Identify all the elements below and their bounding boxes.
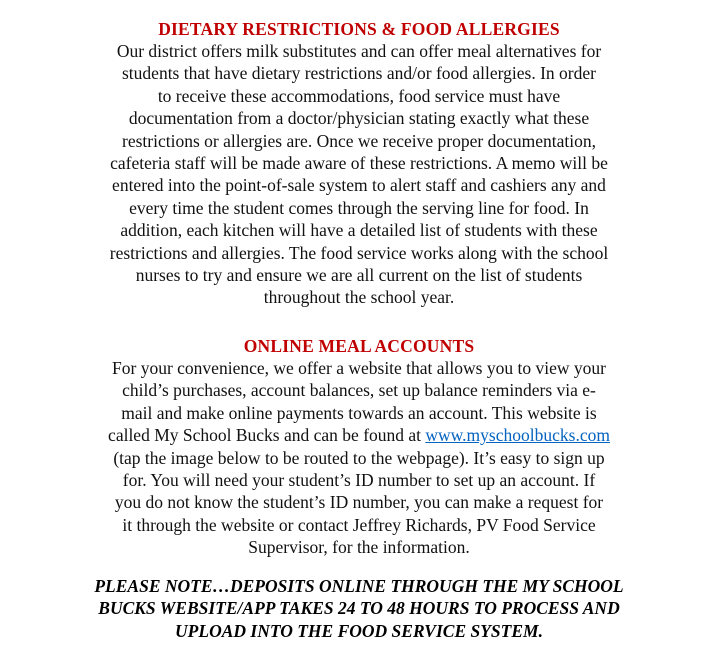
online-accounts-paragraph [44,357,674,559]
online-link-line [44,424,674,446]
dietary-paragraph [44,40,674,309]
dietary-line: cafeteria staff will be made aware of these restrictions. A memo will be [110,153,608,174]
online-accounts-section [44,335,674,559]
dietary-line: restrictions and allergies. The food service works along with the school [109,242,609,263]
online-line: Supervisor, for the information. [248,537,470,558]
dietary-line: throughout the school year. [263,287,455,308]
online-line: you do not know the student’s ID number, you can make a request for [114,492,604,513]
dietary-line: documentation from a doctor/physician stating exactly what these [128,108,590,129]
online-line: For your convenience, we offer a website that allows you to view your [112,358,606,378]
deposit-note [44,575,674,642]
note-line: PLEASE NOTE…DEPOSITS ONLINE THROUGH THE MY SCHOOL [94,576,624,596]
note-line: UPLOAD INTO THE FOOD SERVICE SYSTEM. [175,620,543,641]
dietary-line: to receive these accommodations, food service must have [157,85,561,106]
dietary-line: nurses to try and ensure we are all current on the list of students [135,265,583,286]
dietary-line: restrictions or allergies are. Once we receive proper documentation, [122,130,596,151]
online-line: for. You will need your student’s ID number to set up an account. If [122,470,596,491]
online-line: child’s purchases, account balances, set up balance reminders via e- [122,380,596,401]
online-line: (tap the image below to be routed to the webpage). It’s easy to sign up [113,447,605,468]
online-line: it through the website or contact Jeffrey Richards, PV Food Service [122,514,596,535]
dietary-line: Our district offers milk substitutes and can offer meal alternatives for [116,41,602,61]
note-line: BUCKS WEBSITE/APP TAKES 24 TO 48 HOURS TO PROCESS AND [98,598,620,619]
dietary-line: entered into the point-of-sale system to alert staff and cashiers any and [112,175,606,196]
dietary-line: every time the student comes through the serving line for food. In [129,197,589,218]
dietary-section [44,18,674,309]
dietary-line: students that have dietary restrictions and/or food allergies. In order [122,63,596,84]
online-accounts-heading: ONLINE MEAL ACCOUNTS [243,336,475,356]
myschoolbucks-link[interactable]: www.myschoolbucks.com [425,425,610,446]
online-line: mail and make online payments towards an account. This website is [121,402,597,423]
dietary-line: addition, each kitchen will have a detailed list of students with these [120,220,598,241]
online-link-prefix: called My School Bucks and can be found at [108,425,426,446]
dietary-heading: DIETARY RESTRICTIONS & FOOD ALLERGIES [158,19,560,39]
